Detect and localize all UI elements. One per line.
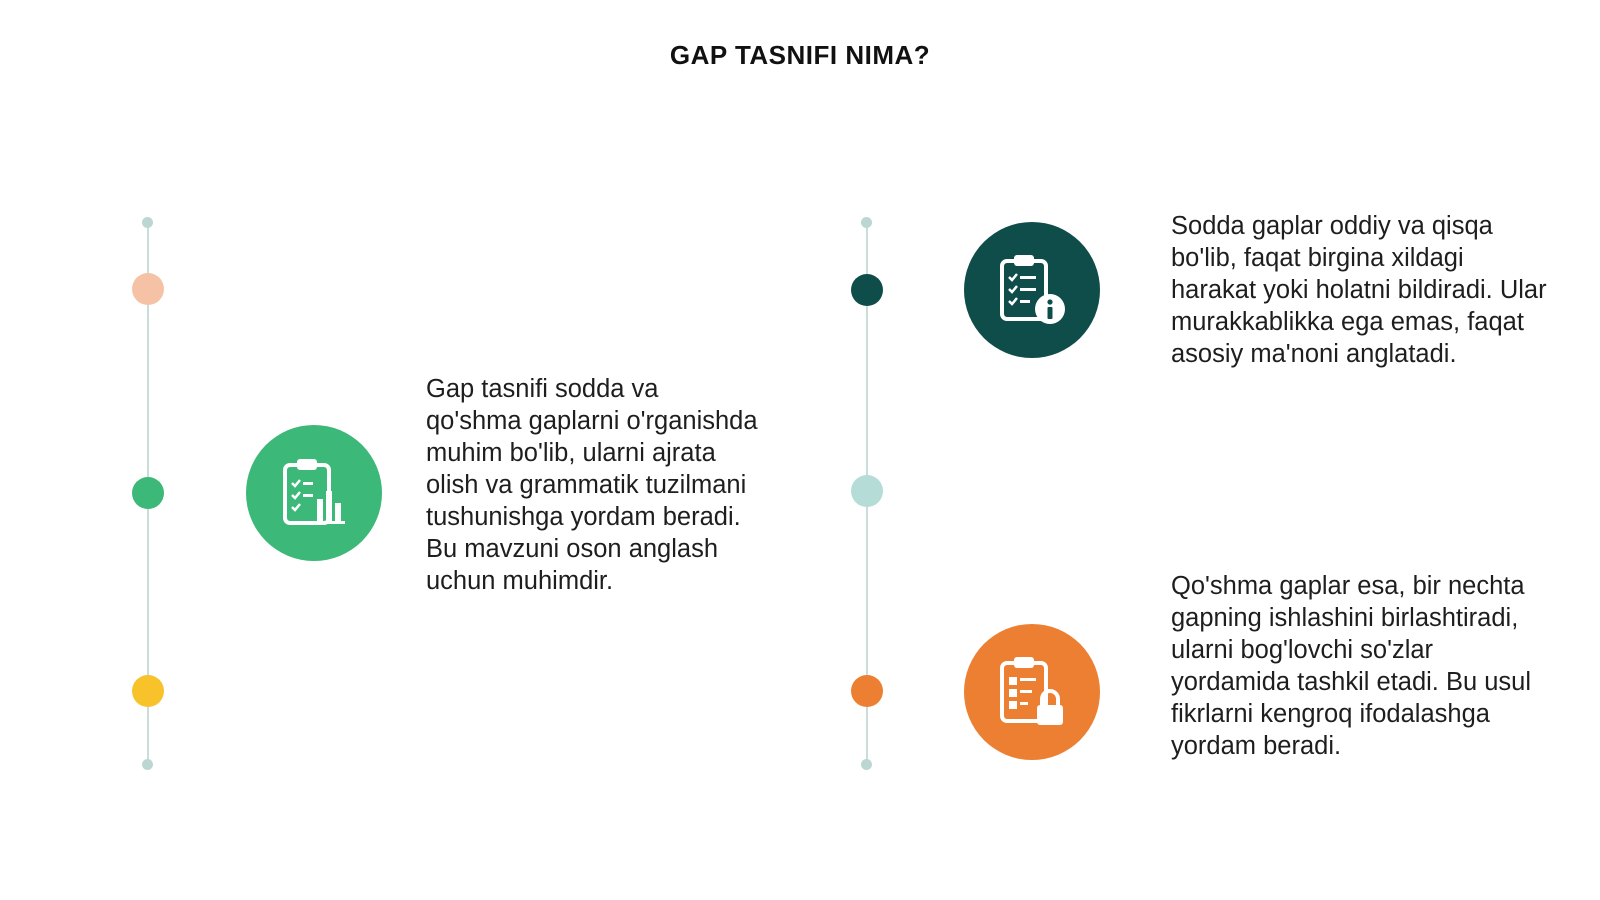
- right-timeline-dot-orange: [851, 675, 883, 707]
- right-timeline-top-cap: [861, 217, 872, 228]
- left-timeline-bottom-cap: [142, 759, 153, 770]
- clipboard-lock-icon: [996, 655, 1068, 729]
- left-timeline-dot-peach: [132, 273, 164, 305]
- right-timeline-dot-dark-teal: [851, 274, 883, 306]
- left-description: Gap tasnifi sodda va qo'shma gaplarni o'rganishda muhim bo'lib, ularni ajrata olish va grammatik tuzilmani tushunishga yordam beradi. Bu mavzuni oson anglash uchun muhimdir.: [426, 375, 758, 595]
- right-description-2: Qo'shma gaplar esa, bir nechta gapning ishlashini birlashtiradi, ularni bog'lovchi so'zlar yordamida tashkil etadi. Bu usul fikrlarni kengroq ifodalashga yordam beradi.: [1171, 572, 1532, 760]
- right-timeline-dot-mint: [851, 475, 883, 507]
- left-timeline-dot-green: [132, 477, 164, 509]
- clipboard-info-badge: [964, 222, 1100, 358]
- left-timeline-top-cap: [142, 217, 153, 228]
- left-timeline-dot-yellow: [132, 675, 164, 707]
- clipboard-chart-icon: [279, 457, 349, 529]
- right-timeline-bottom-cap: [861, 759, 872, 770]
- right-description-1: Sodda gaplar oddiy va qisqa bo'lib, faqat birgina xildagi harakat yoki holatni bildiradi. Ular murakkablikka ega emas, faqat asosiy ma'noni anglatadi.: [1171, 212, 1547, 368]
- clipboard-lock-badge: [964, 624, 1100, 760]
- page-title: GAP TASNIFI NIMA?: [669, 40, 931, 70]
- clipboard-chart-badge: [246, 425, 382, 561]
- clipboard-info-icon: [996, 253, 1068, 327]
